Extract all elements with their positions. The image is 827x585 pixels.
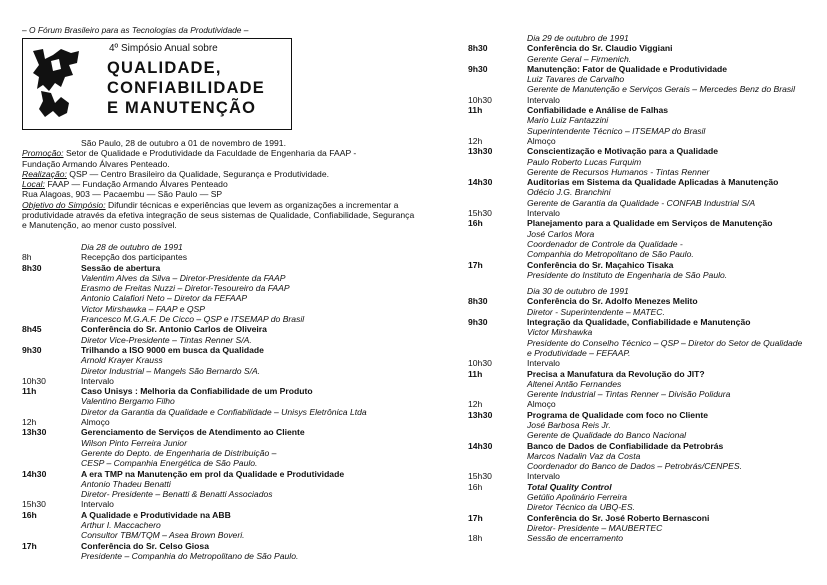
session-title: Almoço [527,399,556,410]
session-title: Programa de Qualidade com foco no Cliente [527,409,708,420]
speaker-line: Luiz Tavares de Carvalho [527,74,625,85]
title-line-3: E MANUTENÇÃO [107,99,257,117]
session-row [22,263,417,273]
session-time: 15h30 [468,471,492,482]
session-row [468,43,827,53]
session-row [468,441,827,451]
schedule-row [22,417,417,427]
session-title: Conferência do Sr. José Roberto Bernasconi [527,512,710,523]
speaker-line: Erasmo de Freitas Nuzzi – Diretor-Tesoureiro da FAAP [81,283,290,294]
session-title: Intervalo [527,358,560,369]
speaker-line: Antonio Calafiori Neto – Diretor da FEFAAP [81,293,248,304]
session-title: Almoço [527,135,556,146]
speaker-line: Valentim Alves da Silva – Diretor-Presidente da FAAP [81,272,286,283]
speaker-line: Gerente de Garantia da Qualidade - CONFAB Industrial S/A [527,197,756,208]
speaker-line: Presidente do Conselho Técnico – QSP – Diretor do Setor de Qualidade [527,337,803,348]
speaker-line: Diretor- Presidente – Benatti & Benatti Associados [81,489,273,500]
session-time: 17h [468,512,483,523]
session-title: Total Quality Control [527,481,612,492]
speaker-line: Getúlio Apolinário Ferreira [527,492,627,503]
session-row [22,510,417,520]
session-title: Conferência do Sr. Claudio Viggiani [527,43,673,54]
session-time: 13h30 [468,146,493,157]
session-title: Caso Unisys : Melhoria da Confiabilidade de um Produto [81,386,313,397]
session-row [22,427,417,437]
promotion-line [22,148,417,158]
speaker-line: Diretor Técnico da UBQ-ES. [527,502,635,513]
speaker-line: Valentino Bergamo Filho [81,396,175,407]
session-time: 14h30 [22,468,47,479]
title-line-1: QUALIDADE, [107,59,222,77]
session-title: Conferência do Sr. Antonio Carlos de Oliveira [81,324,267,335]
session-row [468,369,827,379]
speaker-line: Coordenador de Controle da Qualidade - [527,238,683,249]
session-title: Precisa a Manufatura da Revolução do JIT? [527,368,705,379]
session-title: Trilhando a ISO 9000 em busca da Qualidade [81,344,264,355]
session-title: Manutenção: Fator de Qualidade e Produtividade [527,63,728,74]
forum-tagline: – O Fórum Brasileiro para as Tecnologias da Produtividade – [22,25,249,35]
day-heading: Dia 28 de outubro de 1991 [81,242,183,252]
session-time: 11h [468,105,483,116]
logo-icon [31,47,81,119]
local-label: Local: [22,179,45,190]
session-title: Conscientização e Motivação para a Qualidade [527,146,719,157]
objective-label: Objetivo do Simpósio: [22,199,106,210]
session-row [468,177,827,187]
session-row [468,218,827,228]
session-row [22,345,417,355]
session-time: 8h45 [22,324,42,335]
session-time: 13h30 [22,427,47,438]
session-time: 17h [22,540,37,551]
session-title: Intervalo [527,471,560,482]
speaker-line: Paulo Roberto Lucas Furquim [527,156,642,167]
session-time: 17h [468,259,483,270]
session-row [22,541,417,551]
speaker-line: Presidente – Companhia do Metropolitano de São Paulo. [81,550,299,561]
session-title: Planejamento para a Qualidade em Serviços de Manutenção [527,218,773,229]
session-time: 10h30 [468,358,492,369]
session-time: 8h30 [468,43,488,54]
session-title: Gerenciamento de Serviços de Atendimento ao Cliente [81,427,305,438]
promotion-text: Setor de Qualidade e Produtividade da Faculdade de Engenharia da FAAP - [63,148,357,159]
speaker-line: Companhia do Metropolitano de São Paulo. [527,249,694,260]
session-time: 9h30 [468,63,488,74]
session-time: 11h [468,368,483,379]
speaker-line: e Produtividade – FEFAAP. [527,347,631,358]
session-time: 18h [468,533,483,544]
session-row [22,386,417,396]
objective-text: Difundir técnicas e experiências que levem as organizações a incrementar a produtividade através da efetiva integração de seus sistemas de Qualidade, Confiabilidade, Segurança e Manutenção, ao menor custo possível. [22,199,415,231]
session-title: Sessão de abertura [81,262,161,273]
session-row [468,317,827,327]
realization-text: QSP — Centro Brasileiro da Qualidade, Segurança e Produtividade. [66,168,330,179]
speaker-line: Francesco M.G.A.F. De Cicco – QSP e ITSEMAP do Brasil [81,314,305,325]
speaker-line: Gerente Industrial – Tintas Renner – Divisão Polidura [527,389,731,400]
session-time: 14h30 [468,177,493,188]
speaker-line: Antonio Thadeu Benatti [81,478,171,489]
speaker-line: Presidente do Instituto de Engenharia de São Paulo. [527,269,728,280]
session-title: Almoço [81,417,110,428]
session-title: A Qualidade e Produtividade na ABB [81,509,231,520]
session-time: 10h30 [468,94,492,105]
program-day-29-30 [468,33,827,544]
session-row [468,105,827,115]
schedule-row [468,399,827,409]
speaker-line: Gerente do Depto. de Engenharia de Distribuição – [81,447,277,458]
session-time: 16h [468,218,483,229]
schedule-row [468,208,827,218]
program-day-28 [22,242,417,561]
speaker-line: Arnold Krayer Krauss [81,355,163,366]
session-time: 11h [22,386,37,397]
session-row [468,513,827,523]
speaker-line: Altenei Antão Fernandes [527,378,622,389]
speaker-line: Gerente de Qualidade do Banco Nacional [527,430,687,441]
session-time: 8h [22,252,32,263]
session-title: Intervalo [527,94,560,105]
speaker-line: Diretor da Garantia da Qualidade e Confiabilidade – Unisys Eletrônica Ltda [81,406,367,417]
local-text: FAAP — Fundação Armando Álvares Penteado [44,179,228,190]
speaker-line: José Barbosa Reis Jr. [527,419,611,430]
promotion-line-2: Fundação Armando Álvares Penteado. [22,158,170,169]
session-title: Conferência do Sr. Maçahico Tisaka [527,259,674,270]
schedule-row [468,136,827,146]
speaker-line: Gerente de Manutenção e Serviços Gerais – Mercedes Benz do Brasil [527,84,795,95]
session-time: 15h30 [22,499,46,510]
symposium-subtitle: 4º Simpósio Anual sobre [109,43,218,54]
address-line: Rua Alagoas, 903 — Pacaembu — São Paulo — SP [22,189,223,200]
intro-block [22,138,417,231]
realization-line [22,169,417,179]
session-row [22,324,417,334]
promotion-label: Promoção: [22,148,64,159]
schedule-row [22,252,417,262]
speaker-line: CESP – Companhia Energética de São Paulo. [81,458,258,469]
schedule-row [468,471,827,481]
realization-label: Realização: [22,168,67,179]
title-line-2: CONFIABILIDADE [107,79,265,97]
session-row [468,296,827,306]
schedule-row [468,358,827,368]
speaker-line: Wilson Pinto Ferreira Junior [81,437,187,448]
speaker-line: Diretor- Presidente – MAUBERTEC [527,522,663,533]
session-row [22,469,417,479]
session-title: Integração da Qualidade, Confiabilidade e Manutenção [527,317,751,328]
schedule-row [22,376,417,386]
speaker-line: Mario Luiz Fantazzini [527,115,609,126]
session-title: Conferência do Sr. Adolfo Menezes Melito [527,296,698,307]
speaker-line: Consultor TBM/TQM – Asea Brown Boveri. [81,530,245,541]
speaker-line: Victor Mirshawka [527,327,593,338]
local-line [22,179,417,189]
schedule-row [468,533,827,543]
speaker-line: Superintendente Técnico – ITSEMAP do Brasil [527,125,706,136]
session-time: 8h30 [468,296,488,307]
speaker-line: Victor Mirshawka – FAAP e QSP [81,303,206,314]
session-title: Recepção dos participantes [81,252,188,263]
speaker-line: Gerente de Recursos Humanos - Tintas Renner [527,166,710,177]
schedule-row [22,499,417,509]
session-title: Conferência do Sr. Celso Giosa [81,540,209,551]
session-time: 9h30 [22,344,42,355]
speaker-line: Marcos Nadalin Vaz da Costa [527,450,641,461]
session-row [468,260,827,270]
speaker-line: Diretor - Superintendente – MATEC. [527,306,665,317]
session-time: 9h30 [468,317,488,328]
speaker-line: Odécio J.G. Branchini [527,187,611,198]
session-time: 12h [468,135,483,146]
session-title: Sessão de encerramento [527,533,624,544]
session-title: Intervalo [81,499,114,510]
session-row [468,410,827,420]
day-heading: Dia 30 de outubro de 1991 [527,286,629,297]
session-title: Intervalo [527,208,560,219]
session-time: 13h30 [468,409,493,420]
session-row [468,146,827,156]
speaker-line: Coordenador do Banco de Dados – Petrobrás/CENPES. [527,461,742,472]
session-row [468,482,827,492]
session-title: Auditorias em Sistema da Qualidade Aplicadas à Manutenção [527,177,779,188]
session-row [468,64,827,74]
session-title: A era TMP na Manutenção em prol da Qualidade e Produtividade [81,468,345,479]
session-title: Banco de Dados de Confiabilidade da Petrobrás [527,440,724,451]
session-title: Intervalo [81,375,114,386]
speaker-line: José Carlos Mora [527,228,595,239]
session-time: 16h [468,481,483,492]
speaker-line: Arthur I. Maccachero [81,520,161,531]
session-time: 8h30 [22,262,42,273]
session-time: 10h30 [22,375,46,386]
session-time: 12h [468,399,483,410]
objective-line [22,200,417,231]
day-heading: Dia 29 de outubro de 1991 [527,33,629,43]
title-box [22,38,292,130]
schedule-row [468,95,827,105]
session-time: 15h30 [468,208,492,219]
session-time: 12h [22,417,37,428]
session-title: Confiabilidade e Análise de Falhas [527,105,669,116]
speaker-line: Gerente Geral – Firmenich. [527,53,632,64]
place-date: São Paulo, 28 de outubro a 01 de novembro de 1991. [81,138,286,148]
session-time: 16h [22,509,37,520]
speaker-line: Diretor Industrial – Mangels São Bernardo S/A. [81,365,261,376]
session-time: 14h30 [468,440,493,451]
speaker-line: Diretor Vice-Presidente – Tintas Renner S/A. [81,334,252,345]
